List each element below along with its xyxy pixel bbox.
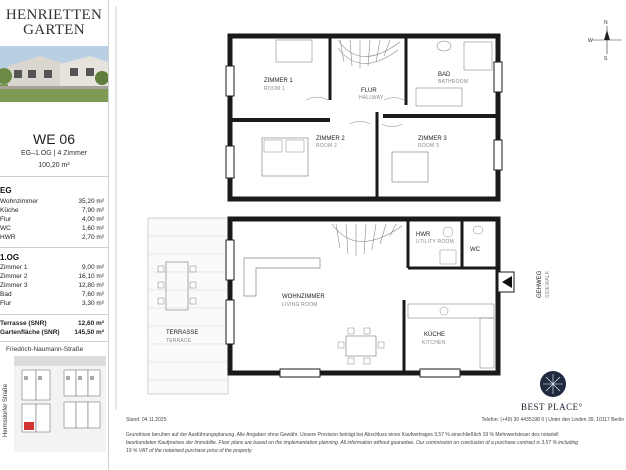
og-heading: 1.OG: [0, 253, 20, 262]
project-logo: HENRIETTEN GARTEN: [5, 7, 103, 38]
label-hwr: HWR: [416, 232, 431, 238]
label-zimmer2: ZIMMER 2: [316, 136, 345, 142]
brand-logo-text: BEST PLACE°: [521, 402, 583, 412]
room-row: Terrasse (SNR) 12,60 m²: [0, 320, 104, 327]
ground-floor: [148, 218, 551, 394]
room-row: Zimmer 1 9,00 m²: [0, 264, 104, 271]
label-wohnzimmer: WOHNZIMMER: [282, 294, 325, 300]
svg-text:BATHROOM: BATHROOM: [438, 79, 469, 85]
brand-emblem-icon: [540, 371, 566, 397]
label-flur: FLUR: [361, 88, 377, 94]
svg-text:SIDEWALK: SIDEWALK: [545, 270, 551, 298]
room-row: Flur 4,00 m²: [0, 216, 104, 223]
label-wc: WC: [470, 247, 480, 253]
svg-text:ROOM 1: ROOM 1: [264, 86, 285, 92]
street-name-top: Friedrich-Naumann-Straße: [6, 346, 84, 353]
unit-title: WE 06: [32, 131, 75, 147]
label-gehweg: GEHWEG: [537, 270, 543, 298]
disclaimer: 19 % VAT of the notarised purchase price of the property.: [126, 448, 253, 454]
svg-text:ROOM 2: ROOM 2: [316, 143, 337, 149]
disclaimer: Grundrisse beruhen auf der Ausführungsplanung. Alle Angaben ohne Gewähr. Unsere Provision beträgt bei Abschluss eines Kaufvertrages 3,57 % einschließlich 19 % Mehrwertsteuer des notariell: [126, 432, 559, 438]
svg-text:HALLWAY: HALLWAY: [359, 95, 384, 101]
plan-date: Stand: 04.11.2025: [126, 417, 167, 423]
room-row: Gartenfläche (SNR) 145,50 m²: [0, 329, 104, 336]
unit-floors: EG–1.OG | 4 Zimmer: [21, 150, 87, 157]
label-kueche: KÜCHE: [424, 332, 446, 338]
unit-area: 100,20 m²: [38, 162, 70, 169]
svg-text:W: W: [588, 38, 593, 44]
svg-text:ROOM 3: ROOM 3: [418, 143, 439, 149]
svg-text:KITCHEN: KITCHEN: [422, 340, 446, 346]
eg-heading: EG: [0, 186, 12, 195]
svg-text:TERRACE: TERRACE: [166, 338, 192, 344]
contact-info: Telefon: (+49) 30 4435198 0 | Unter den Linden 39, 10117 Berlin: [481, 417, 624, 423]
compass-icon: [588, 20, 622, 62]
room-row: Bad 7,60 m²: [0, 291, 104, 298]
room-row: Zimmer 2 16,10 m²: [0, 273, 104, 280]
room-row: Küche 7,90 m²: [0, 207, 104, 214]
label-bad: BAD: [438, 72, 451, 78]
label-terrasse: TERRASSE: [166, 330, 199, 336]
room-row: Wohnzimmer 35,20 m²: [0, 198, 104, 205]
svg-text:UTILITY ROOM: UTILITY ROOM: [416, 239, 454, 245]
upper-floor: [226, 36, 502, 199]
room-row: WC 1,60 m²: [0, 225, 104, 232]
svg-text:LIVING ROOM: LIVING ROOM: [282, 302, 318, 308]
room-row: Flur 3,30 m²: [0, 300, 104, 307]
room-row: HWR 2,70 m²: [0, 234, 104, 241]
disclaimer: beurkundeten Kaufpreises der Immobilie. Floor plans are based on the implementation planning. All information without guarantee. Our commission on conclusion of a purchase contract is 3.57 % including: [126, 440, 579, 446]
svg-text:S: S: [604, 56, 608, 62]
label-zimmer3: ZIMMER 3: [418, 136, 447, 142]
room-row: Zimmer 3 12,80 m²: [0, 282, 104, 289]
street-name-left: Hermsdorfer Straße: [3, 383, 9, 437]
label-zimmer1: ZIMMER 1: [264, 78, 293, 84]
svg-text:N: N: [604, 20, 608, 26]
